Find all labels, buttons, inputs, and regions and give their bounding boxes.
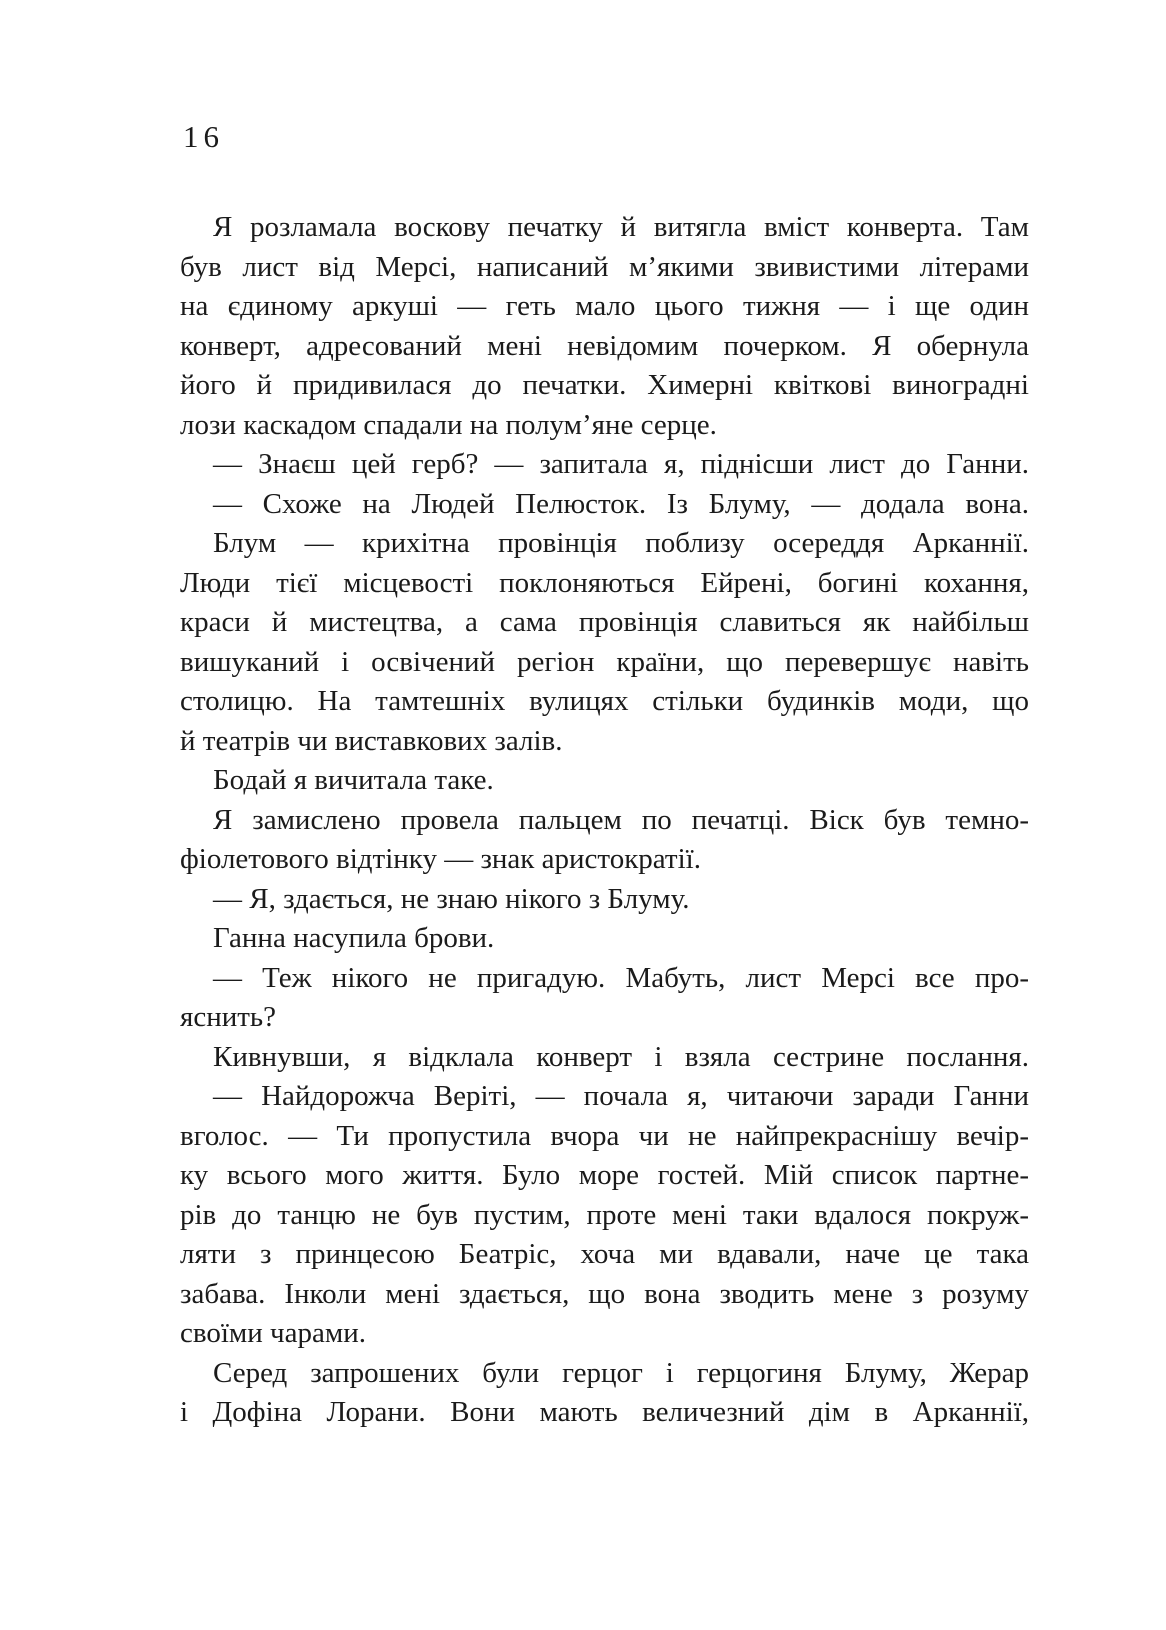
text-line: Я розламала воскову печатку й витягла вміст конверта. Там [213,211,1029,243]
text-line: лози каскадом спадали на полум’яне серце. [180,408,717,441]
text-line: — Найдорожча Веріті, — почала я, читаючи заради Ганни [213,1080,1029,1112]
text-line: й театрів чи виставкових залів. [180,724,563,757]
text-block [180,208,1029,1433]
paragraph [180,761,1029,801]
paragraph [180,880,1029,920]
paragraph [180,1038,1029,1078]
paragraph [180,801,1029,880]
text-line: — Я, здається, не знаю нікого з Блуму. [213,882,690,915]
text-line: фіолетового відтінку — знак аристократії. [180,843,701,875]
text-line: Бодай я вичитала таке. [213,764,494,796]
paragraph [180,959,1029,1038]
text-line: вишуканий і освічений регіон країни, що перевершує навіть [180,645,1029,678]
text-line: Ганна насупила брови. [213,922,495,954]
text-line: Кивнувши, я відклала конверт і взяла сестрине послання. [213,1040,1029,1073]
text-line: Люди тієї місцевості поклоняються Ейрені, богині кохання, [180,566,1029,599]
text-line: рів до танцю не був пустим, проте мені таки вдалося покруж- [180,1198,1029,1231]
text-line: Серед запрошених були герцог і герцогиня Блуму, Жерар [213,1356,1029,1389]
text-line: був лист від Мерсі, написаний м’якими звивистими літерами [180,250,1029,283]
text-line: своїми чарами. [180,1317,366,1349]
text-line: на єдиному аркуші — геть мало цього тижня — і ще один [180,290,1029,322]
text-line: столицю. На тамтешніх вулицях стільки будинків моди, що [180,685,1029,717]
paragraph [180,1354,1029,1433]
text-line: — Знаєш цей герб? — запитала я, піднісши лист до Ганни. [213,448,1029,480]
paragraph [180,445,1029,485]
text-line: Блум — крихітна провінція поблизу осереддя Арканнії. [213,527,1029,559]
text-line: — Теж нікого не пригадую. Мабуть, лист Мерсі все про- [213,961,1029,994]
text-line: вголос. — Ти пропустила вчора чи не найпрекраснішу вечір- [180,1119,1029,1152]
text-line: забава. Інколи мені здається, що вона зводить мене з розуму [180,1277,1029,1310]
text-line: — Схоже на Людей Пелюсток. Із Блуму, — додала вона. [213,487,1029,520]
text-line: Я замислено провела пальцем по печатці. Віск був темно- [213,803,1029,836]
text-line: яснить? [180,1001,277,1033]
page-number: 16 [183,119,224,154]
paragraph [180,919,1029,959]
paragraph [180,485,1029,525]
text-line: його й придивилася до печатки. Химерні квіткові виноградні [180,369,1029,401]
paragraph [180,208,1029,445]
text-line: і Дофіна Лорани. Вони мають величезний дім в Арканнії, [180,1396,1029,1428]
text-line: краси й мистецтва, а сама провінція славиться як найбільш [180,606,1029,638]
text-line: ляти з принцесою Беатріс, хоча ми вдавали, наче це така [180,1238,1029,1270]
paragraph [180,524,1029,761]
paragraph [180,1077,1029,1354]
text-line: конверт, адресований мені невідомим почерком. Я обернула [180,329,1029,362]
text-line: ку всього мого життя. Було море гостей. Мій список партне- [180,1159,1029,1191]
